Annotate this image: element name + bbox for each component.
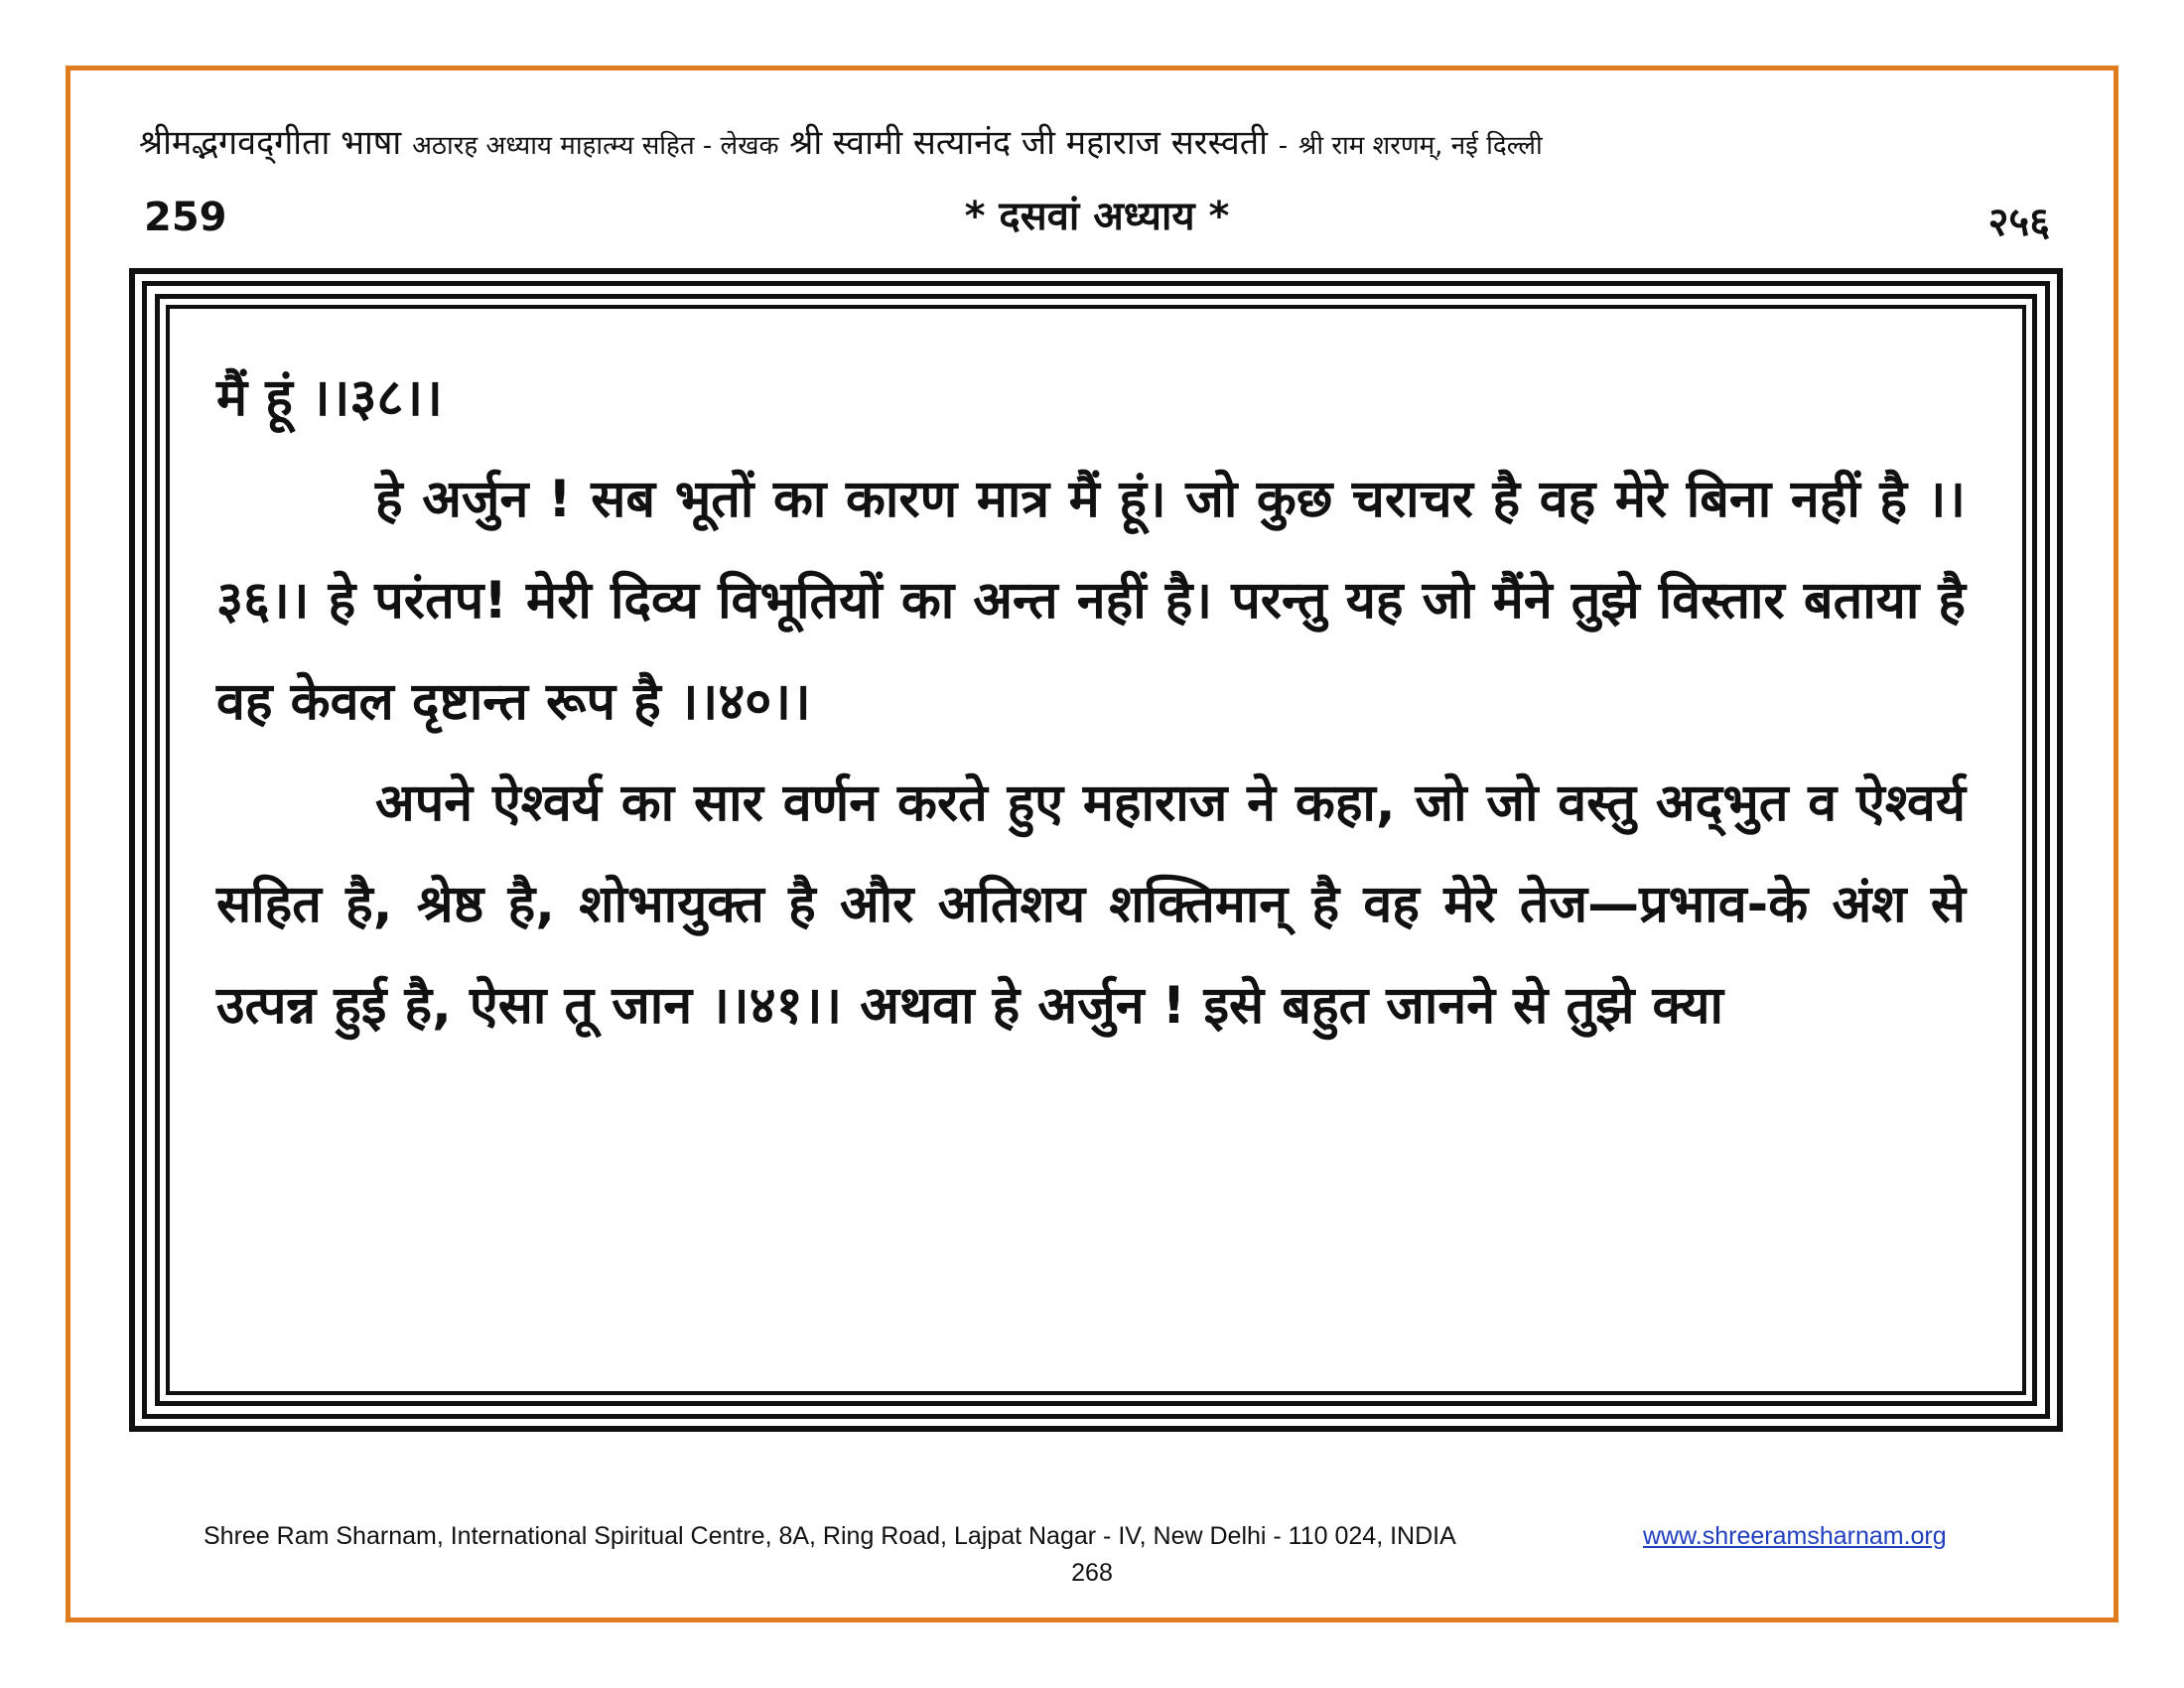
footer-website-link[interactable]: www.shreeramsharnam.org [1643, 1522, 1947, 1550]
paragraph-verses-39-40: हे अर्जुन ! सब भूतों का कारण मात्र मैं हूं। जो कुछ चराचर है वह मेरे बिना नहीं है ।।३६।। हे परंतप! मेरी दिव्य विभूतियों का अन्त नहीं है। परन्तु यह जो मैंने तुझे विस्तार बताया है वह केवल दृष्टान्त रूप है ।।४०।। [216, 470, 1966, 732]
book-title: श्रीमद्भगवद्‌गीता भाषा [139, 123, 402, 163]
header-separator: - [1278, 131, 1289, 161]
publisher-name: श्री राम शरणम्, नई दिल्ली [1297, 131, 1543, 161]
verse-content [216, 348, 1966, 1056]
footer-page-number: 268 [1071, 1559, 1113, 1587]
footer-address: Shree Ram Sharnam, International Spiritual Centre, 8A, Ring Road, Lajpat Nagar - IV, New Delhi - 110 024, INDIA [204, 1522, 1456, 1550]
book-subtitle: अठारह अध्याय माहात्म्य सहित - लेखक [412, 131, 779, 161]
chapter-row [144, 187, 2050, 246]
page-header [139, 117, 2060, 172]
author-name: श्री स्वामी सत्यानंद जी महाराज सरस्वती [789, 123, 1268, 163]
chapter-title: * दसवां अध्याय * [964, 194, 1230, 239]
paragraph-verse-41: अपने ऐश्वर्य का सार वर्णन करते हुए महाराज ने कहा, जो जो वस्तु अद्‌भुत व ऐश्वर्य सहित है, श्रेष्ठ है, शोभायुक्त है और अतिशय शक्तिमान्‌ है वह मेरे तेज—प्रभाव-के अंश से उत्पन्न हुई है, ऐसा तू जान ।।४१।। अथवा हे अर्जुन ! इसे बहुत जानने से तुझे क्या [216, 774, 1966, 1036]
page-number-left: 259 [144, 195, 227, 240]
paragraph-verse-38: मैं हूं ।।३८।। [216, 368, 443, 428]
page-number-right: २५६ [1987, 200, 2050, 245]
